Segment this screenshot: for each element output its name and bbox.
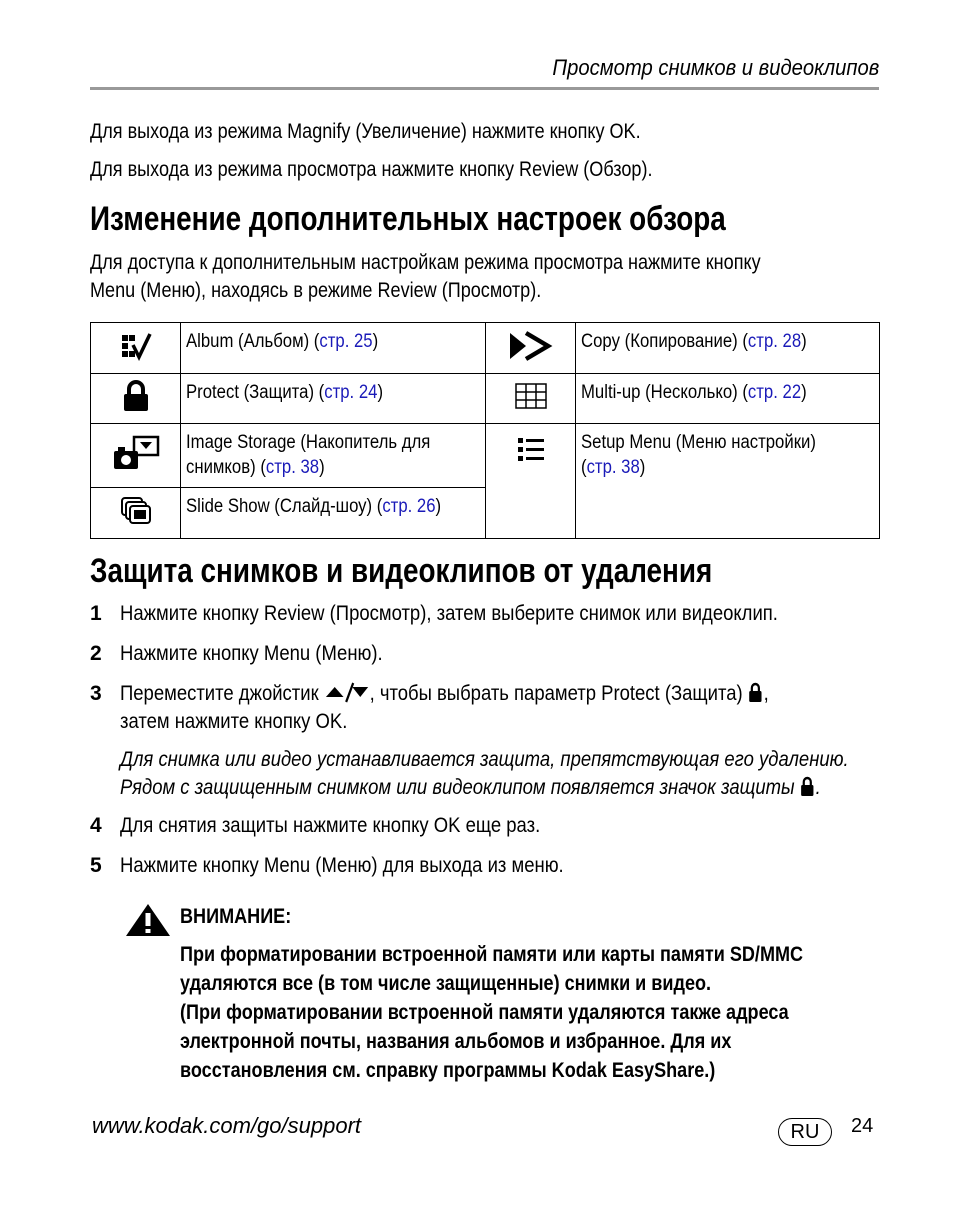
manual-page: Просмотр снимков и видеоклипов Для выхода из режима Magnify (Увеличение) нажмите кнопку OK. Для выхода из режима просмотра нажмите кнопку Review (Обзор). Изменение дополнительных настроек обзора Для доступа к дополнительным настройкам режима просмотра нажмите кнопку Menu (Меню), находясь в режиме Review (Просмотр). Album (Альбом) (стр. 25) Copy (Копирование) (стр. 28) Protect (Защита) (стр. 24) Multi-up (Несколько) (стр. 22) Image Storage (Накопитель для снимков) (стр. 38) Setup Menu (Меню настройки) (стр. 38) Slide Show (Слайд-шоу) (стр. 26) Защита снимков и видеоклипов от удаления 1 Нажмите кнопку Review (Просмотр), затем выберите снимок или видеоклип. 2 Нажмите кнопку Menu (Меню). 3 Переместите джойстик , чтобы выбрать параметр Protect (Защита) , затем нажмите кнопку OK. Для снимка или видео устанавливается защита, препятствующая его удалению. Рядом с защищенным снимком или видеоклипом появляется значок защиты . 4 Для снятия защиты нажмите кнопку OK еще раз. 5 Нажмите кнопку Menu (Меню) для выхода из меню. ВНИМАНИЕ: При форматировании встроенной памяти или карты памяти SD/MMC удаляются все (в том числе защищенные) снимки и видео. (При форматировании встроенной памяти удаляются также адреса электронной почты, названия альбомов и избранное. Для их восстановления см. справку программы Kodak EasyShare.) www.kodak.com/go/support RU 24 xyxy=(0,0,954,1214)
menu-item-multiup: Multi-up (Несколько) (стр. 22) xyxy=(576,374,880,424)
menu-item-setup: Setup Menu (Меню настройки) (стр. 38) xyxy=(576,424,880,539)
section1-paragraph-line-2: Menu (Меню), находясь в режиме Review (Просмотр). xyxy=(90,279,542,302)
support-url[interactable]: www.kodak.com/go/support xyxy=(92,1113,362,1138)
section-heading-review-settings: Изменение дополнительных настроек обзора xyxy=(90,200,726,238)
menu-item-slideshow: Slide Show (Слайд-шоу) (стр. 26) xyxy=(181,488,486,539)
page-link-protect[interactable]: стр. 24 xyxy=(324,382,378,403)
caution-line-2: удаляются все (в том числе защищенные) снимки и видео. xyxy=(180,972,712,995)
slideshow-icon xyxy=(91,488,181,539)
section1-paragraph-line-1: Для доступа к дополнительным настройкам режима просмотра нажмите кнопку xyxy=(90,251,761,274)
grid-icon xyxy=(486,374,576,424)
table-row xyxy=(91,424,880,488)
caution-icon xyxy=(124,902,172,943)
intro-line-1: Для выхода из режима Magnify (Увеличение) нажмите кнопку OK. xyxy=(90,120,641,143)
lock-icon xyxy=(748,681,764,711)
menu-item-copy: Copy (Копирование) (стр. 28) xyxy=(576,323,880,374)
table-row xyxy=(91,323,880,374)
page-link-storage[interactable]: стр. 38 xyxy=(265,457,320,478)
page-link-multiup[interactable]: стр. 22 xyxy=(747,382,802,403)
page-link-copy[interactable]: стр. 28 xyxy=(747,331,802,352)
setup-menu-icon xyxy=(486,424,576,539)
protect-note-line-1: Для снимка или видео устанавливается защита, препятствующая его удалению. xyxy=(120,748,849,771)
caution-line-5: восстановления см. справку программы Kodak EasyShare.) xyxy=(180,1059,716,1082)
running-title: Просмотр снимков и видеоклипов xyxy=(552,55,879,80)
caution-line-4: электронной почты, названия альбомов и избранное. Для их xyxy=(180,1030,732,1053)
caution-line-3: (При форматировании встроенной памяти удаляются также адреса xyxy=(180,1001,789,1024)
menu-item-album: Album (Альбом) (стр. 25) xyxy=(181,323,486,374)
menu-item-image-storage: Image Storage (Накопитель для снимков) (стр. 38) xyxy=(181,424,486,488)
menu-item-protect: Protect (Защита) (стр. 24) xyxy=(181,374,486,424)
section-heading-protect: Защита снимков и видеоклипов от удаления xyxy=(90,552,713,590)
page-link-album[interactable]: стр. 25 xyxy=(319,331,373,352)
album-icon xyxy=(91,323,181,374)
caution-title: ВНИМАНИЕ: xyxy=(180,905,292,928)
review-menu-table xyxy=(90,322,880,539)
page-link-setup[interactable]: стр. 38 xyxy=(586,457,640,478)
header-rule xyxy=(90,87,879,90)
lock-icon xyxy=(91,374,181,424)
image-storage-icon xyxy=(91,424,181,488)
joystick-up-down-icon xyxy=(324,681,370,711)
page-number: 24 xyxy=(851,1115,874,1137)
protect-note-line-2: Рядом с защищенным снимком или видеоклипом появляется значок защиты . xyxy=(120,774,821,805)
lock-icon xyxy=(800,775,816,805)
intro-line-2: Для выхода из режима просмотра нажмите кнопку Review (Обзор). xyxy=(90,158,653,181)
caution-line-1: При форматировании встроенной памяти или карты памяти SD/MMC xyxy=(180,943,804,966)
table-row xyxy=(91,374,880,424)
copy-icon xyxy=(486,323,576,374)
language-badge: RU xyxy=(778,1118,832,1146)
page-link-slideshow[interactable]: стр. 26 xyxy=(382,496,436,517)
